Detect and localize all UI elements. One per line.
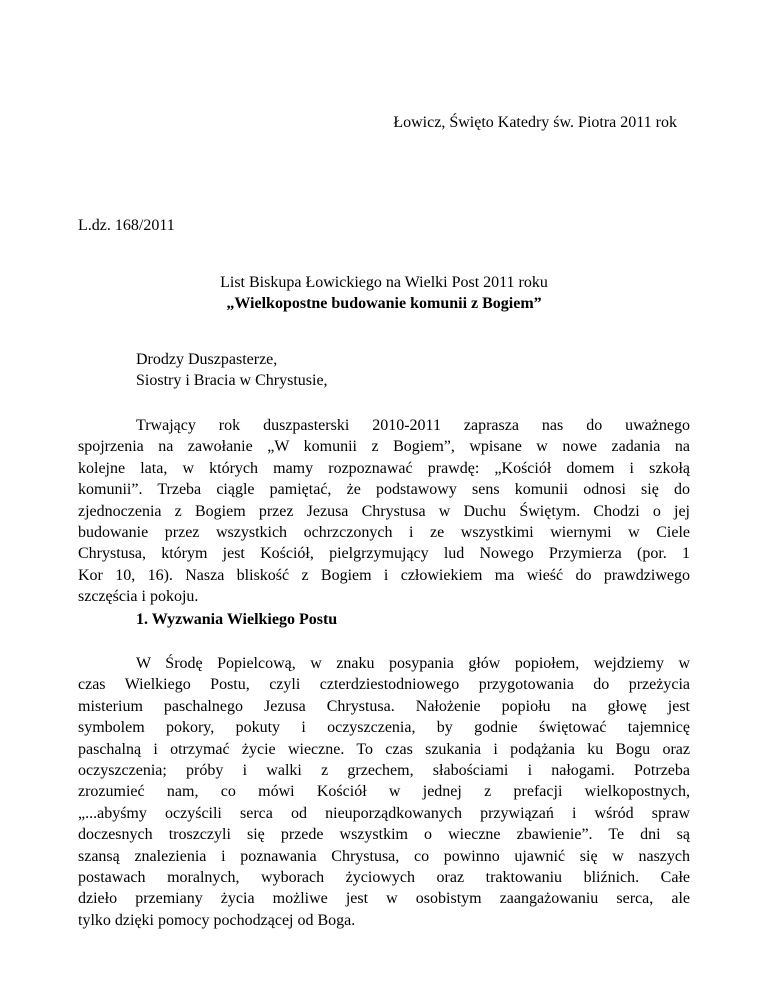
letter-title: List Biskupa Łowickiego na Wielki Post 2011 roku	[220, 274, 548, 291]
paragraph-introduction	[78, 415, 690, 608]
paragraph-line: budowanie przez wszystkich ochrzczonych i ze wszystkimi wiernymi w Ciele	[78, 523, 690, 541]
paragraph-line: spojrzenia na zawołanie „W komunii z Bogiem”, wpisane w nowe zadania na	[78, 438, 690, 456]
place-date: Łowicz, Święto Katedry św. Piotra 2011 rok	[393, 114, 677, 131]
paragraph-line: kolejne lata, w których mamy rozpoznawać prawdę: „Kościół domem i szkołą	[78, 459, 690, 477]
section-heading: 1. Wyzwania Wielkiego Postu	[136, 611, 338, 628]
reference-number: L.dz. 168/2011	[78, 217, 175, 234]
letter-subtitle: „Wielkopostne budowanie komunii z Bogiem”	[226, 295, 542, 312]
paragraph-line: W Środę Popielcową, w znaku posypania głów popiołem, wejdziemy w	[136, 655, 690, 672]
paragraph-line: Trwający rok duszpasterski 2010-2011 zaprasza nas do uważnego	[136, 417, 690, 434]
paragraph-line: misterium paschalnego Jezusa Chrystusa. Nałożenie popiołu na głowę jest	[78, 697, 690, 715]
paragraph-line: Kor 10, 16). Nasza bliskość z Bogiem i człowiekiem ma wieść do prawdziwego	[78, 566, 690, 584]
paragraph-line: oczyszczenia; próby i walki z grzechem, słabościami i nałogami. Potrzeba	[78, 761, 690, 779]
paragraph-line: zjednoczenia z Bogiem przez Jezusa Chrystusa w Duchu Świętym. Chodzi o jej	[78, 502, 690, 520]
paragraph-line: Chrystusa, którym jest Kościół, pielgrzymujący lud Nowego Przymierza (por. 1	[78, 545, 690, 563]
paragraph-line: zrozumieć nam, co mówi Kościół w jednej z prefacji wielkopostnych,	[78, 783, 690, 801]
greeting-clergy: Drodzy Duszpasterze,	[136, 351, 278, 368]
paragraph-line: paschalną i otrzymać życie wieczne. To czas szukania i podążania ku Bogu oraz	[78, 740, 690, 758]
paragraph-line: szczęścia i pokoju.	[78, 588, 199, 606]
paragraph-line: czas Wielkiego Postu, czyli czterdziestodniowego przygotowania do przeżycia	[78, 676, 690, 694]
paragraph-line: „...abyśmy oczyścili serca od nieuporządkowanych przywiązań i wśród spraw	[78, 804, 690, 822]
paragraph-line: komunii”. Trzeba ciągle pamiętać, że podstawowy sens komunii odnosi się do	[78, 481, 690, 499]
paragraph-line: szansą znalezienia i poznawania Chrystusa, co powinno ujawnić się w naszych	[78, 847, 690, 865]
paragraph-lent-challenges	[78, 653, 690, 931]
paragraph-line: postawach moralnych, wyborach życiowych oraz traktowaniu bliźnich. Całe	[78, 868, 690, 886]
paragraph-line: symbolem pokory, pokuty i oczyszczenia, by godnie świętować tajemnicę	[78, 719, 690, 737]
paragraph-line: dzieło przemiany życia możliwe jest w osobistym zaangażowaniu serca, ale	[78, 890, 690, 908]
greeting-faithful: Siostry i Bracia w Chrystusie,	[136, 372, 328, 389]
paragraph-line: doczesnych troszczyli się przede wszystkim o wieczne zbawienie”. Te dni są	[78, 826, 690, 844]
paragraph-line: tylko dzięki pomocy pochodzącej od Boga.	[78, 911, 356, 929]
